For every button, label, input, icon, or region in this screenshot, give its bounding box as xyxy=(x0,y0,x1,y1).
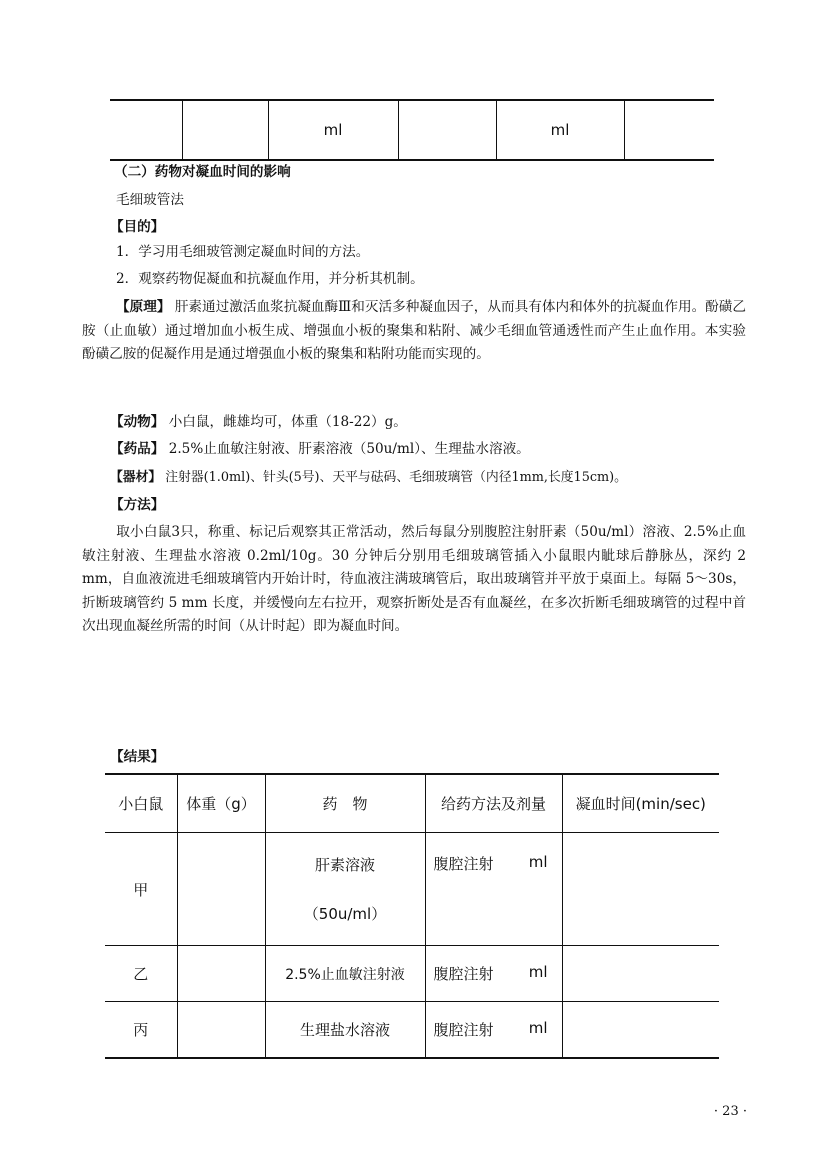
purpose-label: 【目的】 xyxy=(110,219,165,235)
header-cell: 给药方法及剂量 xyxy=(425,774,562,833)
method-text: 取小白鼠3只，称重、标记后观察其正常活动，然后每鼠分别腹腔注射肝素（50u/ml）溶液、2.5%止血敏注射液、生理盐水溶液 0.2ml/10g。30 分钟后分别用毛细玻璃管插入小鼠眼内眦球后静脉丛，深约 2 mm，自血液流进毛细玻璃管内开始计时，待血液注满玻璃管后，取出玻璃管并平放于桌面上。每隔 5～30s，折断玻璃管约 5 mm 长度，并缓慢向左右拉开，观察折断处是否有血凝丝，在多次折断毛细玻璃管的过程中首次出现血凝丝所需的时间（从计时起）即为凝血时间。 xyxy=(82,524,746,634)
animal-text: 小白鼠，雌雄均可，体重（18-22）g。 xyxy=(168,414,407,430)
mouse-cell: 丙 xyxy=(105,1002,177,1058)
previous-table-fragment xyxy=(110,99,714,161)
method-paragraph xyxy=(82,521,746,639)
animal-line xyxy=(110,411,407,434)
drug-name: 肝素溶液 xyxy=(314,856,375,874)
result-label: 【结果】 xyxy=(110,749,165,765)
time-cell xyxy=(562,1002,719,1058)
table-cell: ml xyxy=(323,121,343,139)
method-name: 毛细玻管法 xyxy=(116,192,184,208)
animal-label: 【动物】 xyxy=(110,414,165,430)
table-row xyxy=(105,833,719,946)
purpose-item-2: 2．观察药物促凝血和抗凝血作用，并分析其机制。 xyxy=(116,271,424,287)
drug-concentration: （50u/ml） xyxy=(303,905,387,923)
table-row xyxy=(105,946,719,1002)
page-number: · 23 · xyxy=(713,1104,747,1119)
dose-cell xyxy=(425,833,562,946)
section-heading: （二）药物对凝血时间的影响 xyxy=(114,164,291,180)
table-cell: ml xyxy=(550,121,570,139)
equipment-text: 注射器(1.0ml)、针头(5号)、天平与砝码、毛细玻璃管（内径1mm,长度15cm)。 xyxy=(165,470,627,485)
principle-text: 肝素通过激活血浆抗凝血酶Ⅲ和灭活多种凝血因子，从而具有体内和体外的抗凝血作用。酚磺乙胺（止血敏）通过增加血小板生成、增强血小板的聚集和粘附、减少毛细血管通透性而产生止血作用。本实验酚磺乙胺的促凝作用是通过增强血小板的聚集和粘附功能而实现的。 xyxy=(82,299,746,362)
drug-text: 2.5%止血敏注射液、肝素溶液（50u/ml）、生理盐水溶液。 xyxy=(168,441,530,457)
table-cell xyxy=(398,101,496,159)
route-text: 腹腔注射 xyxy=(433,855,494,873)
table-cell xyxy=(182,101,268,159)
principle-paragraph xyxy=(82,296,746,367)
dose-cell xyxy=(425,946,562,1002)
weight-cell xyxy=(177,946,265,1002)
weight-cell xyxy=(177,1002,265,1058)
drug-cell: 生理盐水溶液 xyxy=(265,1002,425,1058)
mouse-cell: 乙 xyxy=(105,946,177,1002)
time-cell xyxy=(562,833,719,946)
equipment-line xyxy=(110,466,627,489)
unit-text: ml xyxy=(528,1018,548,1037)
table-cell xyxy=(110,101,182,159)
purpose-item-1: 1．学习用毛细玻管测定凝血时间的方法。 xyxy=(116,244,370,260)
drug-label: 【药品】 xyxy=(110,441,165,457)
mouse-cell: 甲 xyxy=(105,833,177,946)
header-cell: 小白鼠 xyxy=(105,774,177,833)
drug-line xyxy=(110,438,530,461)
table-cell xyxy=(624,101,714,159)
principle-label: 【原理】 xyxy=(116,299,171,315)
table-header-row xyxy=(105,774,719,833)
result-table xyxy=(105,773,719,1059)
unit-text: ml xyxy=(528,853,548,871)
dose-cell xyxy=(425,1002,562,1058)
header-cell: 凝血时间(min/sec) xyxy=(562,774,719,833)
weight-cell xyxy=(177,833,265,946)
time-cell xyxy=(562,946,719,1002)
drug-cell xyxy=(265,833,425,946)
header-cell: 体重（g） xyxy=(177,774,265,833)
unit-text: ml xyxy=(528,963,548,981)
route-text: 腹腔注射 xyxy=(433,965,494,983)
table-row xyxy=(105,1002,719,1058)
method-label: 【方法】 xyxy=(110,497,165,513)
route-text: 腹腔注射 xyxy=(433,1020,494,1039)
equipment-label: 【器材】 xyxy=(110,470,162,485)
header-cell: 药 物 xyxy=(265,774,425,833)
drug-cell: 2.5%止血敏注射液 xyxy=(265,946,425,1002)
